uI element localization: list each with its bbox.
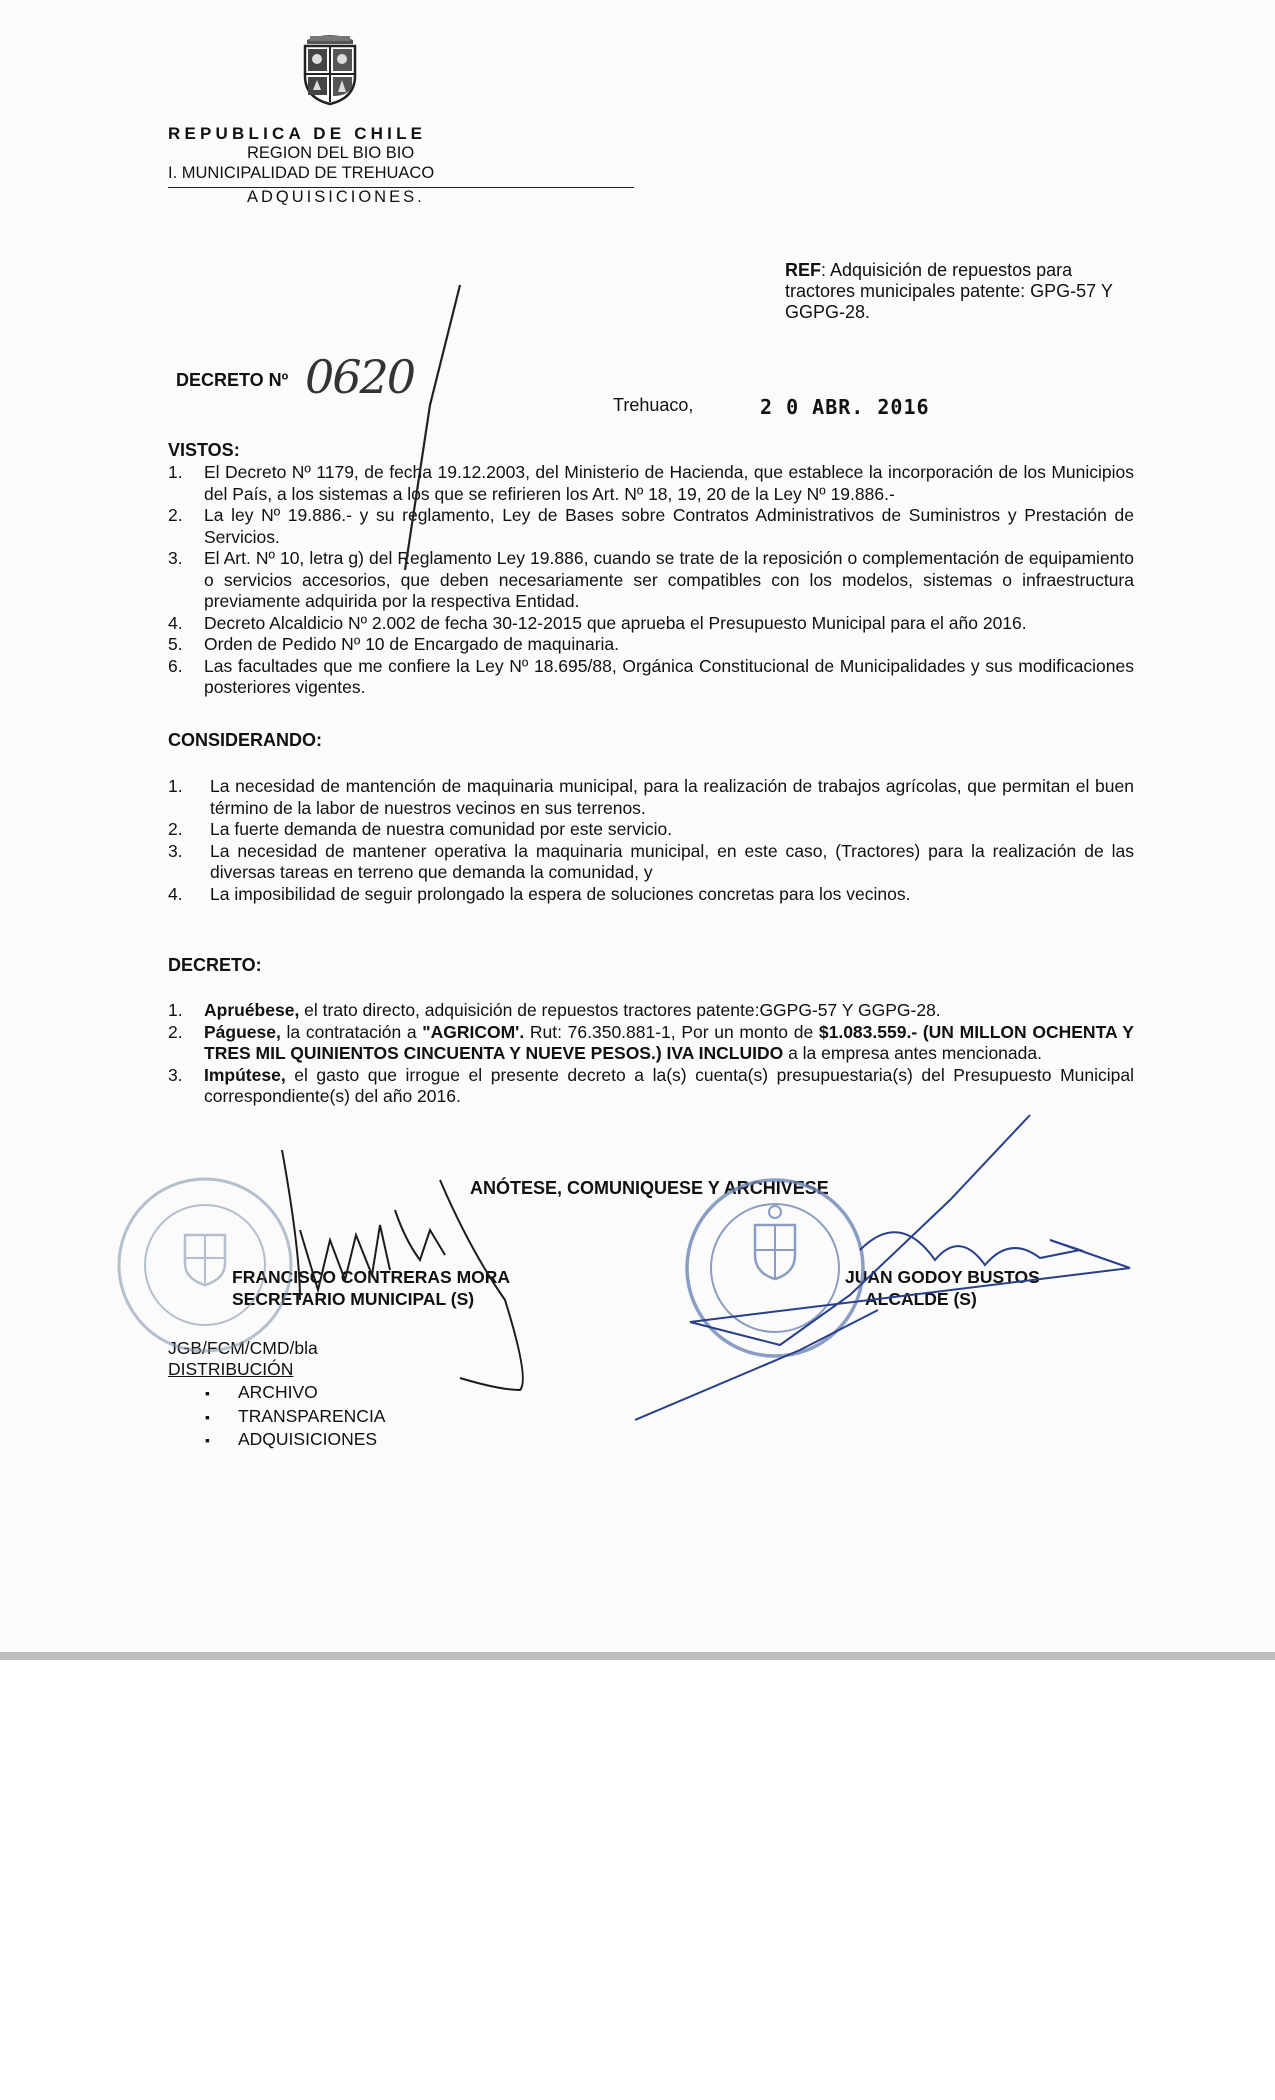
list-item: 3. El Art. Nº 10, letra g) del Reglamento Ley 19.886, cuando se trate de la reposición o complementación de equipamiento o servicios accesorios, que deben necesariamente ser compatibles con los modelos, sistemas o infraestructura previamente adquirida por la respectiva Entidad. — [168, 548, 1134, 611]
decree-label: DECRETO Nº — [176, 370, 289, 390]
list-item: 3. Impútese, el gasto que irrogue el presente decreto a la(s) cuenta(s) presupuestaria(s) del Presupuesto Municipal correspondiente(s) del año 2016. — [168, 1064, 1134, 1106]
list-item: 6. Las facultades que me confiere la Ley Nº 18.695/88, Orgánica Constitucional de Municipalidades y sus modificaciones posteriores vigentes. — [168, 655, 1134, 697]
list-item: 1. El Decreto Nº 1179, de fecha 19.12.2003, del Ministerio de Hacienda, que establece la incorporación de los Municipios del País, a los sistemas a los que se refirieren los Art. Nº 18, 19, 20 de la Ley Nº 19.886.- — [168, 462, 1134, 504]
list-item: ▪ TRANSPARENCIA — [205, 1405, 385, 1429]
list-item: 1. La necesidad de mantención de maquinaria municipal, para la realización de trabajos agrícolas, que permitan el buen término de la labor de nuestros vecinos en sus terrenos. — [168, 776, 1134, 818]
list-item: 2. La fuerte demanda de nuestra comunidad por este servicio. — [168, 819, 673, 839]
list-item: ▪ ARCHIVO — [205, 1381, 385, 1405]
mayor-name: JUAN GODOY BUSTOS — [845, 1267, 1040, 1287]
list-item: 1. Apruébese, el trato directo, adquisición de repuestos tractores patente:GGPG-57 Y GGPG-28. — [168, 1000, 941, 1020]
list-item: 4. Decreto Alcaldicio Nº 2.002 de fecha 30-12-2015 que aprueba el Presupuesto Municipal para el año 2016. — [168, 612, 1027, 633]
list-item: 3. La necesidad de mantener operativa la maquinaria municipal, en este caso, (Tractores) para la realización de las diversas tareas en terreno que demanda la comunidad, y — [168, 840, 1134, 882]
considerando-title: CONSIDERANDO: — [168, 730, 323, 750]
list-item: 5. Orden de Pedido Nº 10 de Encargado de maquinaria. — [168, 634, 620, 654]
date-stamp: 2 0 ABR. 2016 — [760, 395, 930, 419]
mayor-title: ALCALDE (S) — [865, 1289, 977, 1309]
vistos-title: VISTOS: — [168, 440, 240, 460]
list-item: 2. La ley Nº 19.886.- y su reglamento, Ley de Bases sobre Contratos Administrativos de Suministros y Prestación de Servicios. — [168, 505, 1134, 547]
decreto-title: DECRETO: — [168, 955, 262, 975]
decree-place: Trehuaco, — [613, 395, 694, 415]
author-initials: JGB/FCM/CMD/bla — [168, 1338, 318, 1358]
secretary-name: FRANCISCO CONTRERAS MORA — [232, 1267, 511, 1287]
distribution-title: DISTRIBUCIÓN — [168, 1359, 294, 1379]
header-country: REPUBLICA DE CHILE — [168, 124, 427, 143]
header-department: ADQUISICIONES. — [247, 188, 425, 206]
mayor-stamp — [687, 1180, 863, 1356]
list-item: 2. Páguese, la contratación a "AGRICOM'. Rut: 76.350.881-1, Por un monto de $1.083.559.- (UN MILLON OCHENTA Y TRES MIL QUINIENTOS CINCUENTA Y NUEVE PESOS.) IVA INCLUIDO a la empresa antes mencionada. — [168, 1021, 1134, 1063]
secretary-title: SECRETARIO MUNICIPAL (S) — [232, 1289, 475, 1309]
ref-text: : Adquisición de repuestos para tractores municipales patente: GPG-57 Y GGPG-28. — [785, 260, 1113, 322]
header-municipality: I. MUNICIPALIDAD DE TREHUACO — [168, 164, 435, 182]
list-item: 4. La imposibilidad de seguir prolongado la espera de soluciones concretas para los vecinos. — [168, 883, 911, 904]
header-region: REGION DEL BIO BIO — [247, 144, 415, 162]
ref-label: REF — [785, 260, 821, 280]
secretary-stamp — [119, 1179, 291, 1351]
decree-number-slash — [405, 285, 460, 570]
decree-number-handwritten: 0620 — [305, 350, 415, 404]
list-item: ▪ ADQUISICIONES — [205, 1428, 385, 1452]
mayor-signature — [635, 1115, 1130, 1420]
secretary-signature — [282, 1150, 523, 1390]
closing-formula: ANÓTESE, COMUNIQUESE Y ARCHIVESE — [470, 1178, 829, 1198]
